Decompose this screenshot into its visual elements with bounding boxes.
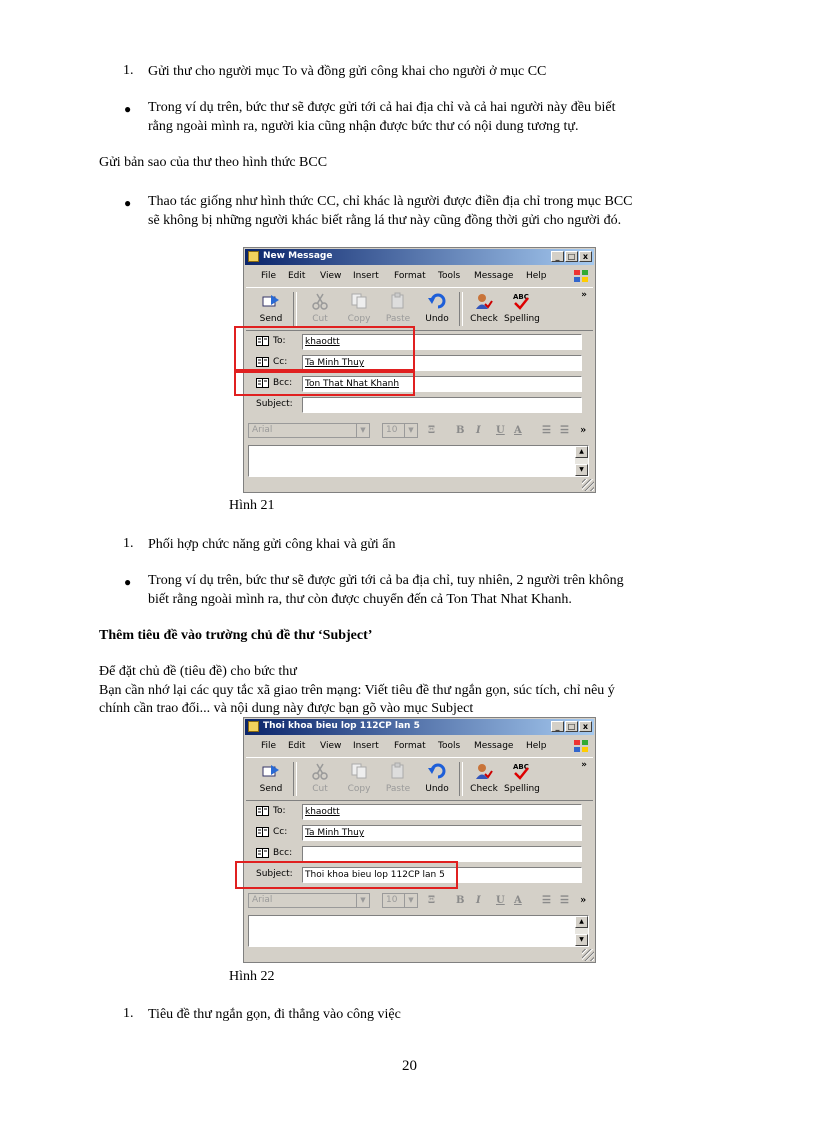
message-body[interactable] [248,445,589,477]
chevron-down-icon: ▼ [404,894,417,907]
underline-button[interactable]: U [496,895,505,906]
cut-button[interactable]: Cut [303,290,337,328]
list-item-text: Tiêu đề thư ngắn gọn, đi thẳng vào công việc [148,1007,401,1022]
style-tag-icon[interactable]: Ξ [428,895,436,906]
message-body[interactable] [248,915,589,947]
cc-label: Cc: [273,827,288,837]
menu-help[interactable]: Help [526,741,547,751]
menu-file[interactable]: File [261,271,277,281]
menu-insert[interactable]: Insert [353,271,379,281]
check-names-icon [475,762,493,780]
send-button[interactable]: Send [254,290,288,328]
spelling-icon [512,762,530,780]
resize-grip[interactable] [582,949,594,961]
address-book-icon[interactable] [256,827,269,837]
scroll-up-button[interactable]: ▲ [575,446,588,458]
bcc-label: Bcc: [273,848,293,858]
scroll-down-button[interactable]: ▼ [575,934,588,946]
section-heading: Gửi bản sao của thư theo hình thức BCC [99,155,328,170]
font-select[interactable]: Arial ▼ [248,893,370,908]
spelling-icon-text: ABC [513,763,529,771]
menu-help[interactable]: Help [526,271,547,281]
menu-message[interactable]: Message [474,271,514,281]
paste-icon [389,762,407,780]
font-size-select[interactable]: 10 ▼ [382,893,418,908]
undo-icon [428,292,446,310]
toolbar [246,287,593,331]
list-item-text: Gửi thư cho người mục To và đồng gửi công khai cho người ở mục CC [148,64,547,79]
compose-window-subject [243,717,596,963]
italic-button[interactable]: I [476,425,481,436]
highlight-box [234,371,415,396]
to-row [246,802,593,821]
toolbar [246,757,593,801]
bcc-field[interactable]: Ton That Nhat Khanh [302,376,582,392]
bullet-icon: ● [124,575,132,589]
spelling-button[interactable]: ABC Spelling [504,763,540,794]
paste-button[interactable]: Paste [381,290,415,328]
bullet-list-icon[interactable]: ☰ [560,895,569,906]
numbered-list-icon[interactable]: ☰ [542,895,551,906]
send-button[interactable]: Send [254,760,288,798]
figure-caption: Hình 22 [229,969,275,984]
format-more-chevron[interactable]: » [580,895,587,906]
bullet-text-line: sẽ không bị những người khác biết rằng lá thư này cũng đồng thời gửi cho người đó. [148,213,622,228]
bullet-text-line: Trong ví dụ trên, bức thư sẽ được gửi tới cả hai địa chỉ và cả hai người này đều biết [148,100,616,115]
bold-button[interactable]: B [456,895,465,906]
to-field[interactable]: khaodtt [302,804,582,820]
menu-message[interactable]: Message [474,741,514,751]
font-color-button[interactable]: A [514,425,522,436]
chevron-down-icon: ▼ [356,894,369,907]
font-select[interactable]: Arial ▼ [248,423,370,438]
scroll-down-button[interactable]: ▼ [575,464,588,476]
minimize-button[interactable]: _ [551,721,564,732]
copy-button[interactable]: Copy [342,290,376,328]
font-color-button[interactable]: A [514,895,522,906]
maximize-button[interactable]: □ [565,251,578,262]
highlight-box [234,326,415,371]
menu-bar [246,267,593,285]
list-item-text: Phối hợp chức năng gửi công khai và gửi ẩn [148,537,396,552]
toolbar-separator [293,762,297,796]
spelling-icon [512,292,530,310]
cc-field[interactable]: Ta Minh Thuy [302,825,582,841]
list-number: 1. [123,536,134,551]
format-bar [246,889,593,911]
menu-edit[interactable]: Edit [288,741,306,751]
highlight-box [235,861,458,889]
bullet-list-icon[interactable]: ☰ [560,425,569,436]
section-heading: Thêm tiêu đề vào trường chủ đề thư ‘Subject’ [99,628,373,643]
bullet-icon: ● [124,196,132,210]
toolbar-separator [293,292,297,326]
scrollbar[interactable] [575,446,588,476]
chevron-down-icon: ▼ [356,424,369,437]
menu-insert[interactable]: Insert [353,741,379,751]
menu-format[interactable]: Format [394,271,426,281]
menu-tools[interactable]: Tools [438,271,461,281]
cc-row [246,823,593,842]
format-bar [246,419,593,441]
style-tag-icon[interactable]: Ξ [428,425,436,436]
title-bar[interactable] [245,719,594,735]
bullet-text-line: Trong ví dụ trên, bức thư sẽ được gửi tới cả ba địa chỉ, tuy nhiên, 2 người trên không [148,573,624,588]
undo-icon [428,762,446,780]
resize-grip[interactable] [582,479,594,491]
scroll-up-button[interactable]: ▲ [575,916,588,928]
window-title: Thoi khoa bieu lop 112CP lan 5 [263,721,420,731]
paragraph-line: Bạn cần nhớ lại các quy tắc xã giao trên mạng: Viết tiêu đề thư ngắn gọn, súc tích, chỉ nêu ý [99,683,615,698]
list-number: 1. [123,1006,134,1021]
close-button[interactable]: x [579,251,592,262]
undo-button[interactable]: Undo [420,290,454,328]
minimize-button[interactable]: _ [551,251,564,262]
cut-button[interactable]: Cut [303,760,337,798]
font-size-select[interactable]: 10 ▼ [382,423,418,438]
subject-field[interactable] [302,397,582,413]
spelling-button[interactable]: ABC Spelling [504,293,540,324]
subject-field[interactable]: Thoi khoa bieu lop 112CP lan 5 [302,867,582,883]
toolbar-separator [459,292,463,326]
cc-field[interactable]: Ta Minh Thuy [302,355,582,371]
menu-edit[interactable]: Edit [288,271,306,281]
to-label: To: [273,336,286,346]
check-names-icon [475,292,493,310]
address-book-icon[interactable] [256,806,269,816]
bullet-text-line: Thao tác giống như hình thức CC, chỉ khác là người được điền địa chỉ trong mục BCC [148,194,633,209]
paragraph-line: chính cần trao đổi... và nội dung này được bạn gõ vào mục Subject [99,701,474,716]
mail-app-icon [248,251,259,262]
bullet-text-line: rằng ngoài mình ra, người kia cũng nhận được bức thư có nội dung tương tự. [148,119,579,134]
menu-bar [246,737,593,755]
windows-logo-icon [572,268,590,284]
close-button[interactable]: x [579,721,592,732]
spelling-icon-text: ABC [513,293,529,301]
undo-button[interactable]: Undo [420,760,454,798]
windows-logo-icon [572,738,590,754]
copy-icon [350,762,368,780]
subject-label: Subject: [256,399,293,409]
scrollbar[interactable] [575,916,588,946]
list-number: 1. [123,63,134,78]
to-label: To: [273,806,286,816]
paste-button[interactable]: Paste [381,760,415,798]
toolbar-more-chevron[interactable]: » [581,760,587,770]
toolbar-separator [459,762,463,796]
title-bar[interactable] [245,249,594,265]
page-number: 20 [402,1058,417,1074]
cc-label: Cc: [273,357,288,367]
bold-button[interactable]: B [456,425,465,436]
italic-button[interactable]: I [476,895,481,906]
format-more-chevron[interactable]: » [580,425,587,436]
paragraph-line: Để đặt chủ đề (tiêu đề) cho bức thư [99,664,297,679]
send-icon [262,292,280,310]
copy-icon [350,292,368,310]
send-icon [262,762,280,780]
subject-row [246,395,593,414]
numbered-list-icon[interactable]: ☰ [542,425,551,436]
check-names-button[interactable]: Check [467,760,501,798]
window-title: New Message [263,251,333,261]
menu-tools[interactable]: Tools [438,741,461,751]
menu-view[interactable]: View [320,271,342,281]
menu-view[interactable]: View [320,741,342,751]
paste-icon [389,292,407,310]
bullet-icon: ● [124,102,132,116]
check-names-button[interactable]: Check [467,290,501,328]
cut-icon [311,762,329,780]
underline-button[interactable]: U [496,425,505,436]
address-book-icon[interactable] [256,848,269,858]
subject-label: Subject: [256,869,293,879]
figure-caption: Hình 21 [229,498,275,513]
toolbar-more-chevron[interactable]: » [581,290,587,300]
menu-file[interactable]: File [261,741,277,751]
mail-app-icon [248,721,259,732]
to-field[interactable]: khaodtt [302,334,582,350]
cut-icon [311,292,329,310]
copy-button[interactable]: Copy [342,760,376,798]
bcc-label: Bcc: [273,378,293,388]
bullet-text-line: biết rằng ngoài mình ra, thư còn được chuyển đến cả Ton That Nhat Khanh. [148,592,572,607]
maximize-button[interactable]: □ [565,721,578,732]
menu-format[interactable]: Format [394,741,426,751]
chevron-down-icon: ▼ [404,424,417,437]
bcc-field[interactable] [302,846,582,862]
